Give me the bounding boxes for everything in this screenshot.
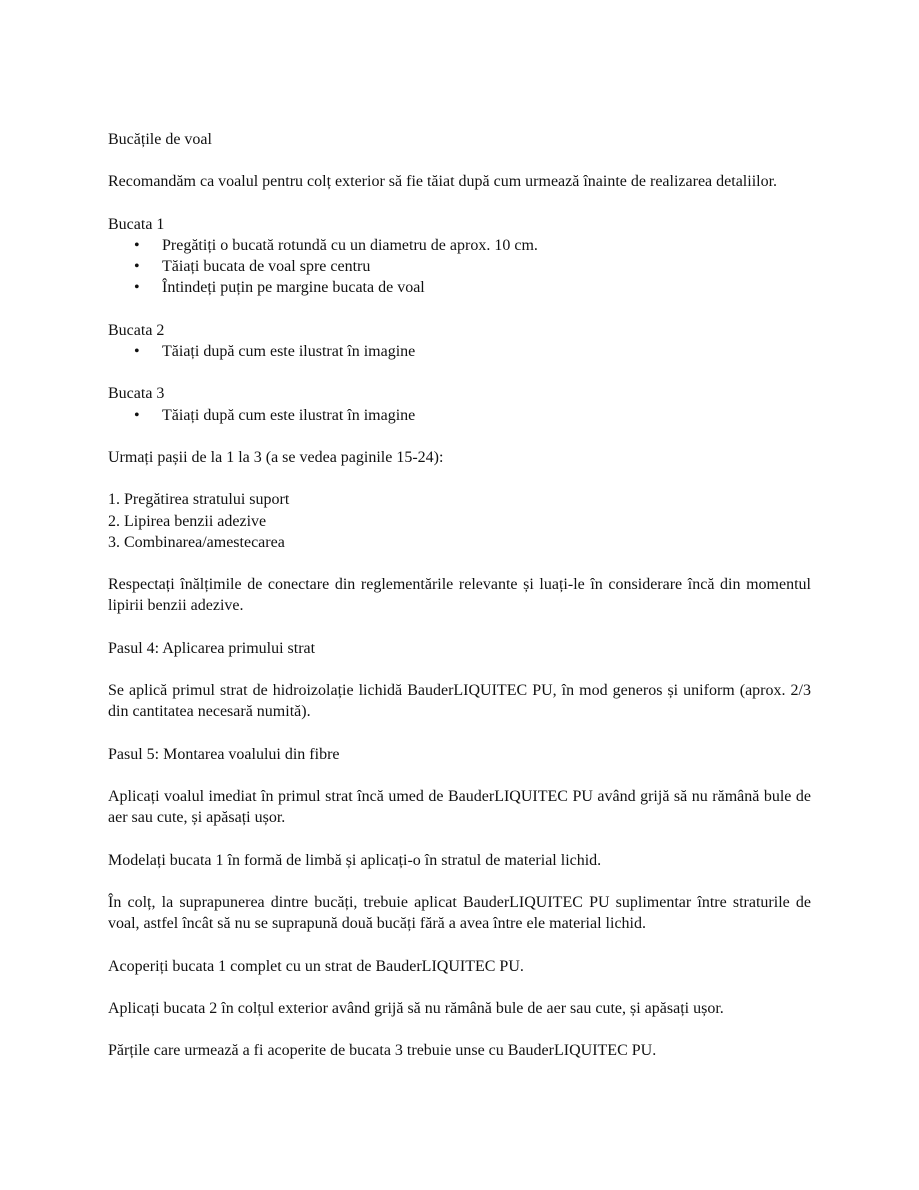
paragraph: În colț, la suprapunerea dintre bucăți, trebuie aplicat BauderLIQUITEC PU suplimentar între straturile de voal, astfel încât să nu se suprapună două bucăți fără a avea între ele material lichid. [108,894,811,933]
list-item: • Tăiați bucata de voal spre centru [108,256,811,277]
list-item: • Tăiați după cum este ilustrat în imagine [108,405,811,426]
step-heading: Pasul 5: Montarea voalului din fibre [108,745,340,763]
piece-heading: Bucata 3 [108,385,165,403]
steps-intro: Urmați pașii de la 1 la 3 (a se vedea paginile 15-24): [108,448,444,466]
intro-paragraph: Recomandăm ca voalul pentru colț exterior să fie tăiat după cum urmează înainte de realizarea detaliilor. [108,173,778,191]
piece-list [108,405,811,426]
paragraph: Se aplică primul strat de hidroizolație lichidă BauderLIQUITEC PU, în mod generos și uniform (aprox. 2/3 din cantitatea necesară numită). [108,682,811,721]
section-title: Bucățile de voal [108,131,212,148]
piece-list [108,341,811,362]
steps-list [108,489,811,553]
document-page [108,129,811,1083]
piece-heading: Bucata 1 [108,215,165,233]
step-item: 3. Combinarea/amestecarea [108,533,285,551]
list-item: • Tăiați după cum este ilustrat în imagine [108,341,811,362]
piece-heading: Bucata 2 [108,321,165,339]
step-item: 1. Pregătirea stratului suport [108,491,290,509]
paragraph: Respectați înălțimile de conectare din reglementările relevante și luați-le în considerare încă din momentul lipirii benzii adezive. [108,576,811,615]
list-item: • Pregătiți o bucată rotundă cu un diametru de aprox. 10 cm. [108,235,811,256]
paragraph: Acoperiți bucata 1 complet cu un strat de BauderLIQUITEC PU. [108,957,524,975]
list-item: • Întindeți puțin pe margine bucata de voal [108,277,811,298]
step-heading: Pasul 4: Aplicarea primului strat [108,639,316,657]
paragraph: Aplicați bucata 2 în colțul exterior având grijă să nu rămână bule de aer sau cute, și apăsați ușor. [108,1000,724,1018]
paragraph: Aplicați voalul imediat în primul strat încă umed de BauderLIQUITEC PU având grijă să nu rămână bule de aer sau cute, și apăsați ușor. [108,788,811,827]
paragraph: Modelați bucata 1 în formă de limbă și aplicați-o în stratul de material lichid. [108,851,602,869]
paragraph: Părțile care urmează a fi acoperite de bucata 3 trebuie unse cu BauderLIQUITEC PU. [108,1042,657,1060]
step-item: 2. Lipirea benzii adezive [108,512,267,530]
piece-list [108,235,811,299]
